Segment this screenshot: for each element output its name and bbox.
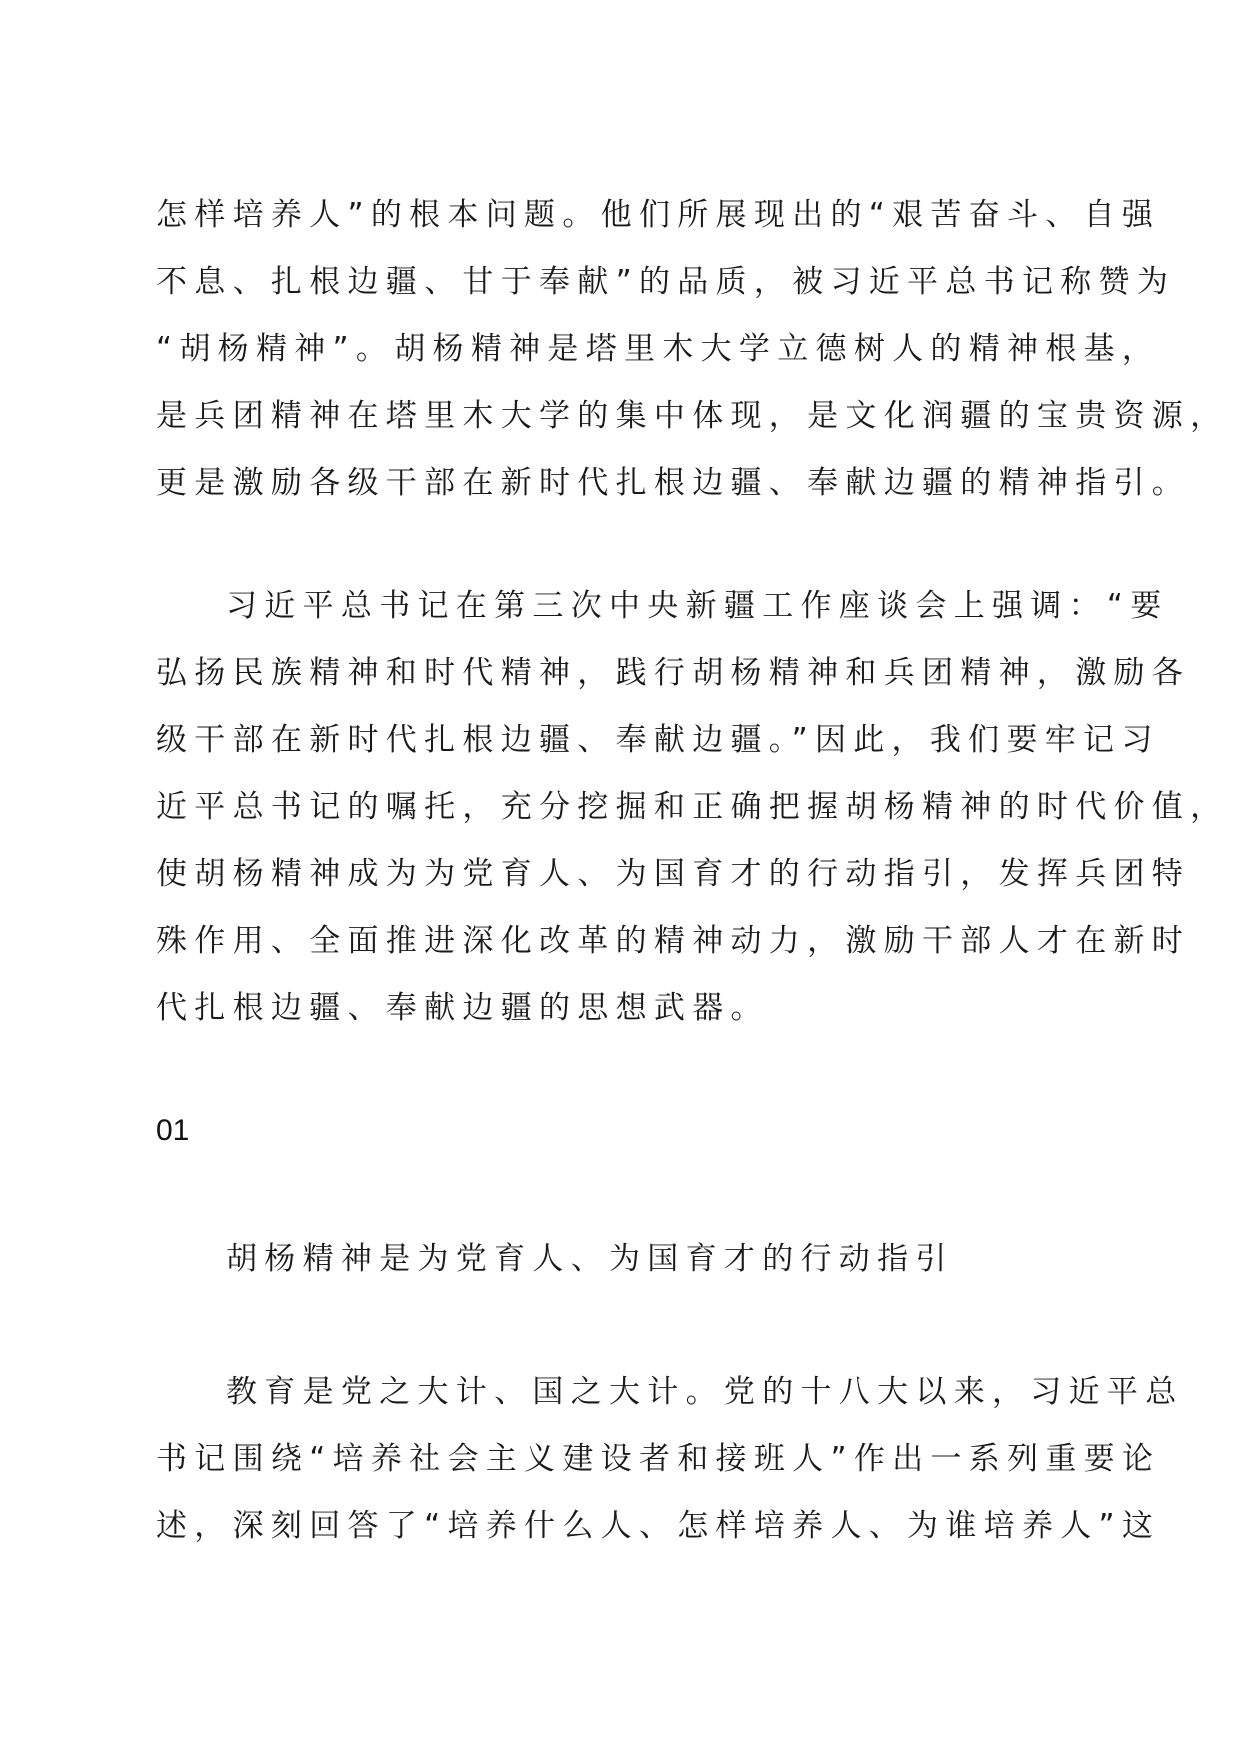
paragraph-2-line-2: 弘扬民族精神和时代精神，践行胡杨精神和兵团精神，激励各 — [156, 655, 1191, 691]
paragraph-1-line-1: 怎样培养人”的根本问题。他们所展现出的“艰苦奋斗、自强 — [156, 197, 1161, 233]
paragraph-2-line-5: 使胡杨精神成为为党育人、为国育才的行动指引，发挥兵团特 — [156, 856, 1191, 892]
paragraph-1-line-3: “胡杨精神”。胡杨精神是塔里木大学立德树人的精神根基， — [156, 331, 1161, 367]
paragraph-2-line-1: 习近平总书记在第三次中央新疆工作座谈会上强调：“要 — [226, 588, 1169, 624]
paragraph-2-line-6: 殊作用、全面推进深化改革的精神动力，激励干部人才在新时 — [156, 923, 1191, 959]
paragraph-2-line-4: 近平总书记的嘱托，充分挖掘和正确把握胡杨精神的时代价值， — [156, 789, 1229, 825]
section-number: 01 — [156, 1114, 190, 1147]
paragraph-1-line-2: 不息、扎根边疆、甘于奉献”的品质，被习近平总书记称赞为 — [156, 264, 1176, 300]
paragraph-3-line-2: 书记围绕“培养社会主义建设者和接班人”作出一系列重要论 — [156, 1441, 1161, 1477]
paragraph-1-line-4: 是兵团精神在塔里木大学的集中体现，是文化润疆的宝贵资源， — [156, 398, 1229, 434]
paragraph-2-line-7: 代扎根边疆、奉献边疆的思想武器。 — [156, 990, 769, 1026]
paragraph-2-line-3: 级干部在新时代扎根边疆、奉献边疆。”因此，我们要牢记习 — [156, 722, 1160, 758]
paragraph-1-line-5: 更是激励各级干部在新时代扎根边疆、奉献边疆的精神指引。 — [156, 465, 1191, 501]
paragraph-3-line-3: 述，深刻回答了“培养什么人、怎样培养人、为谁培养人”这 — [156, 1508, 1161, 1544]
section-heading: 胡杨精神是为党育人、为国育才的行动指引 — [226, 1241, 954, 1277]
paragraph-3-line-1: 教育是党之大计、国之大计。党的十八大以来，习近平总 — [226, 1374, 1184, 1410]
